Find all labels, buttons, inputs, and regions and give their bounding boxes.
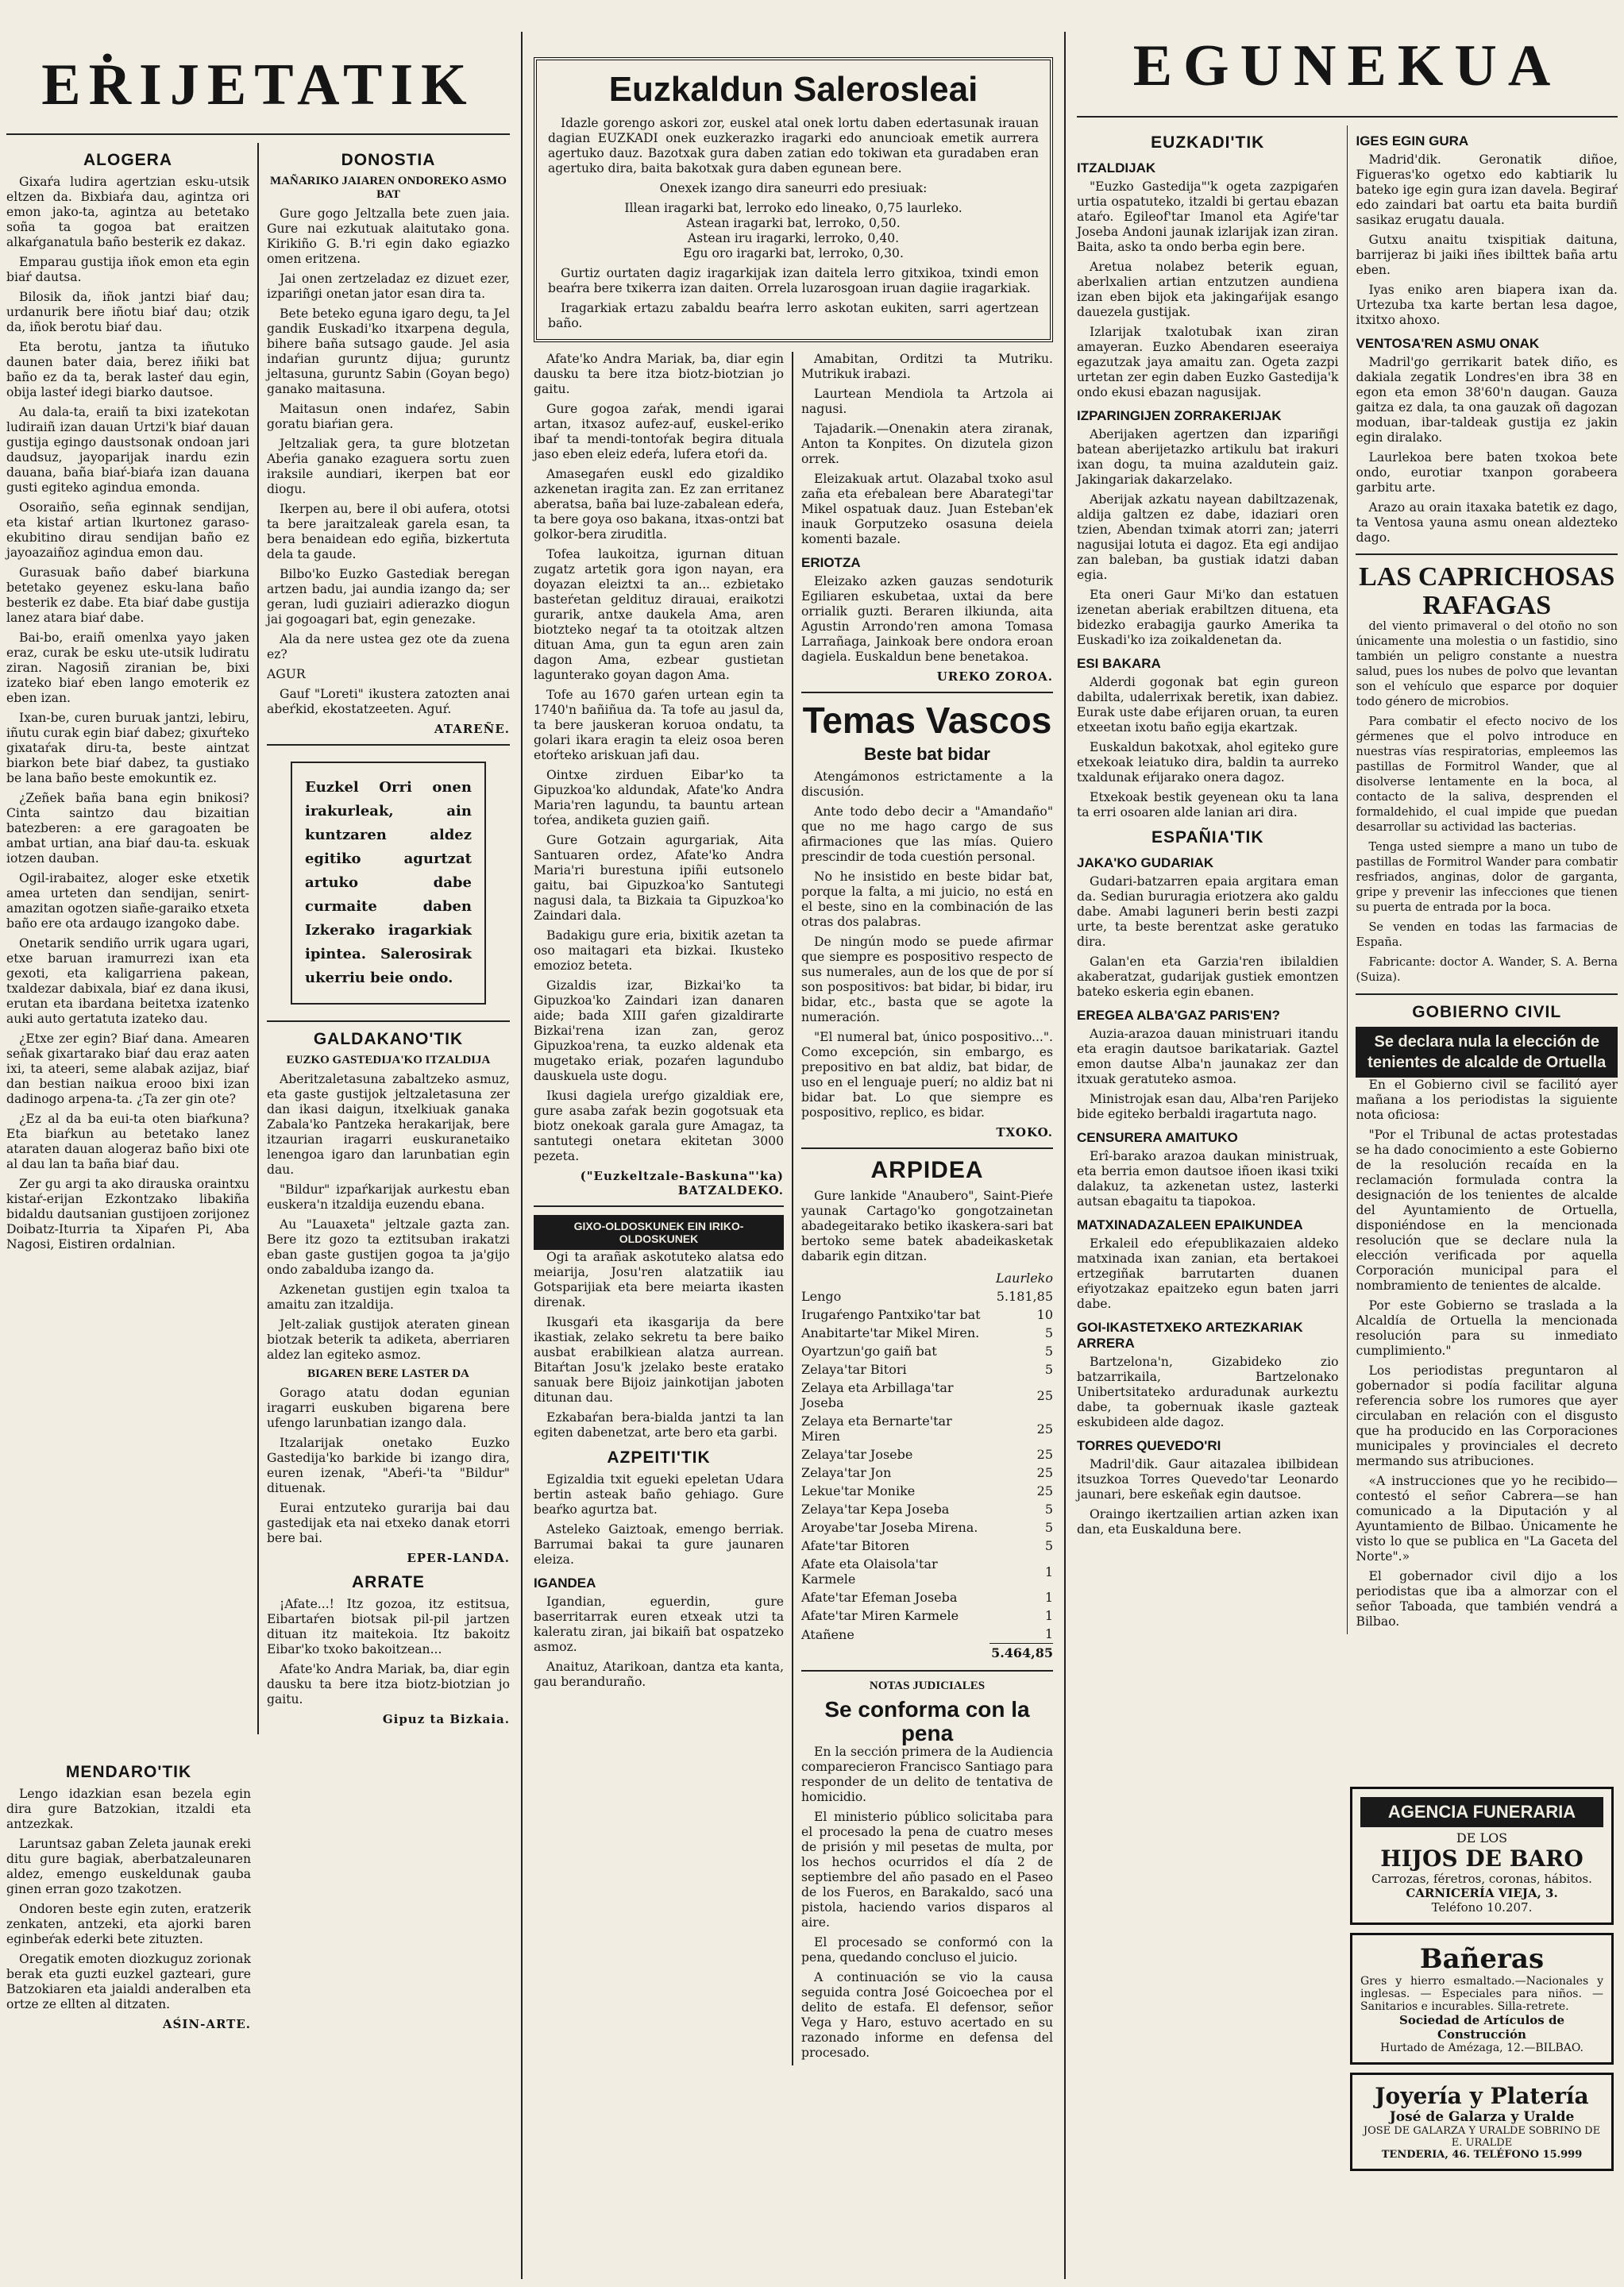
gobierno-headline: Se declara nula la elección de tenientes de alcalde de Ortuella — [1356, 1027, 1618, 1078]
section-title: NOTAS JUDICIALES — [869, 1680, 986, 1693]
section-title: GIXO-OLDOSKUNEK EIN IRIKO-OLDOSKUNEK — [534, 1215, 784, 1250]
table-row: Zelaya'tar Josebe 25 — [801, 1447, 1053, 1463]
paragraph: Gure Gotzain agurgariak, Aita Santuaren ordez, Afate'ko Andra Maria'ri burestuna ipiñi eutsonelo gaitu, bai Gipuzkoa'ko Santutegi nagusi dala, ta Bizkaia ta Gipuzkoa'ko Zaindari dala. — [534, 833, 785, 924]
paragraph: Igandian, eguerdin, gure baserritarrak euren etxeak utzi ta kaleratu ziran, jai bikaiñ bat ospatzeko asmoz. — [534, 1595, 785, 1655]
signature: Gipuz ta Bizkaia. — [382, 1712, 510, 1726]
paragraph: Amasegaŕen euskl edo gizaldiko azkenetan iragita zan. Ez zan erritanez aberatsa, baña bai luze-zabalean edeŕa, ta bere goya oso bakana, itxas-ontzi bat golkor-bera ziruditla. — [534, 467, 785, 542]
prices-intro: Onexek izango dira saneurri edo presiuak: — [659, 181, 928, 196]
paragraph: Se venden en todas las farmacias de España. — [1356, 921, 1618, 950]
section-mendaro — [6, 1755, 251, 2039]
section-arrate-continued — [534, 352, 784, 2065]
paragraph: «A instrucciones que yo he recibido—contestó el señor Cabrera—se han comunicado a la Diputación y al Ayuntamiento de Bilbao. Únicamente he visto lo que se publica en "La Gaceta del Norte".» — [1356, 1474, 1618, 1564]
paragraph: El procesado se conformó con la pena, quedando concluso el juicio. — [801, 1935, 1053, 1965]
paragraph: Aberijak azkatu nayean dabiltzazenak, aldija galtzen ez dabe, idaziari oren tzien, Abendan tximak atorri zan; jaterri nagusijai lotuta ei dagoz. Eta egi andijao zan baleban, ba gustiak idatzi daban egia. — [1077, 492, 1339, 582]
paragraph: Tenga usted siempre a mano un tubo de pastillas de Formitrol Wander para combatir resfriados, anginas, dolor de garganta, gripe y prevenir las infecciones que tienen su puerta de entrada por la boca. — [1356, 841, 1618, 915]
paragraph: Euskaldun bakotxak, ahol egiteko gure etxekoak leiatuko dira, baldin ta aurreko txaldunak eŕijarako onera dagoz. — [1077, 740, 1339, 785]
section-subtitle: MAÑARIKO JAIAREN ONDOREKO ASMO BAT — [270, 175, 507, 201]
ads-bottom — [1350, 1779, 1614, 2179]
paragraph: Ondoren beste egin zuten, eratzerik zenkaten, antzeki, eta ajorki baren eginbeŕak ederki bete zituzten. — [6, 1902, 251, 1946]
ad-phone: Teléfono 10.207. — [1431, 1900, 1533, 1915]
price-line: Astean iragarki bat, lerroko, 0,50. — [686, 216, 901, 231]
paragraph: Ikusgaŕi eta ikasgarija da bere ikastiak, zelako sekretu ta bere baiko ausbat erabilkiean alatza aurrean. Bitaŕtan Josu'k jzelako beste eratako sanuak bere Bijoiz jainkotijan jaboten ditunan dau. — [534, 1315, 785, 1406]
paragraph: Oraingo ikertzailien artian azken ixan dan, eta Euskalduna bere. — [1077, 1507, 1339, 1537]
signature: TXOKO. — [996, 1125, 1053, 1140]
table-row: Zelaya'tar Bitori 5 — [801, 1362, 1053, 1378]
paragraph: Para combatir el efecto nocivo de los gérmenes que el polvo introduce en nuestras vías respiratorias, empleemos las pastillas de Formitrol Wander, que al disolverse lentamente en la boca, al contacto de la saliva, desprenden el formaldehido, el cual impide que puedan desarrollar su actividad las bacterias. — [1356, 715, 1618, 835]
paragraph: Oregatik emoten diozkuguz zorionak berak eta guzti euzkel gazteari, gure Batzokiaren eta jaialdi anderalben eta ortze ze ellten al ditzaten. — [6, 1952, 251, 2011]
paragraph: Ogil-irabaitez, aloger eske etxetik amea urteten dan sendijan, senirt-amazitan ogotzen siañe-garaiko etxeta baño ere ota ardaugo izangoko dabe. — [6, 871, 249, 931]
paragraph: Ointxe zirduen Eibar'ko ta Gipuzkoa'ko aldundak, Afate'ko Andra Maria'ren lagundu, ta bauntu artean toŕea, andiketa guzien gaiñ. — [534, 768, 785, 828]
ad-address: TENDERIA, 46. TELÉFONO 15.999 — [1381, 2149, 1583, 2161]
section-title: DONOSTIA — [341, 151, 436, 169]
paragraph: No he insistido en beste bidar bat, porque la falta, a mi juicio, no está en el beste, sino en la combinación de las otras dos palabras. — [801, 870, 1053, 930]
table-row: Zelaya'tar Kepa Joseba 5 — [801, 1502, 1053, 1518]
paragraph: Asteleko Gaiztoak, emengo berriak. Barrumai bakai ta gure jaunaren eleiza. — [534, 1522, 785, 1568]
paragraph: Jeltzaliak gera, ta gure blotzetan Abeŕia ganako ezaguera sortu zuen iraksile aundiari, ikerpen bat eor diogu. — [266, 437, 510, 496]
paragraph: Ikusi dagiela ureŕgo gizaldiak ere, gure asaba zaŕak bezin gogotsuak eta biotz onekoak garala gure Amagaz, ta santutegi onetara ekitetan 3000 pezeta. — [534, 1089, 785, 1164]
section-title: ARRATE — [352, 1573, 425, 1591]
paragraph: Lengo idazkian esan bezela egin dira gure Batzokian, itzaldi eta antzezkak. — [6, 1787, 251, 1831]
paragraph: Idazle gorengo askori zor, euskel atal onek lortu daben edertasunak irauan dagian EUZKADI onek euzkerazko iragarki edo anuncioak emetik aurrera agertuko dauz. Bazotxak gura daben zatian edo tokiwan eta guradaben eran agertuko dira, baita bakotxak gura daben egunean bere. — [548, 116, 1039, 176]
section-alogera — [6, 143, 249, 1734]
section-title: MATXINADAZALEEN EPAIKUNDEA — [1077, 1217, 1303, 1232]
section-title: ARPIDEA — [870, 1157, 984, 1184]
section-title: MENDARO'TIK — [65, 1763, 192, 1781]
paragraph: Bartzelona'n, Gizabideko zio batzarrikaila, Bartzelonako Unibertsitateko arduradunak aurkeztu dabe, ta gobernuak ikasle gazteak eskubideen alde dagoz. — [1077, 1355, 1339, 1429]
paragraph: Gutxu anaitu txispitiak daituna, barrijeraz bi jaiki iñes ibilttek baña artu eben. — [1356, 233, 1618, 277]
paragraph: Tajadarik.—Onenakin atera ziranak, Anton ta Konpites. On dizutela gizon orrek. — [801, 422, 1053, 467]
paragraph: Eurai entzuteko gurarija bai dau gastedijak eta nai etxeko danak etorri bere bai. — [266, 1501, 510, 1545]
paragraph: Gure gogo Jeltzalla bete zuen jaia. Gure nai ezkutuak alaitutako gona. Kirikiño G. B.'ri egin dako egiazko omen eritzena. — [266, 206, 510, 266]
paragraph: Etxekoak bestik geyenean oku ta lana ta erri osoaren alde lanian ari dira. — [1077, 790, 1339, 820]
section-subtitle: EUZKO GASTEDIJA'KO ITZALDIJA — [286, 1054, 491, 1066]
ad-text: Gres y hierro esmaltado.—Nacionales y inglesas. — Especiales para niños. — Sanitarios e incurables. Silla-retrete. — [1360, 1975, 1603, 2013]
table-row: Lekue'tar Monike 25 — [801, 1483, 1053, 1499]
paragraph: Galan'en eta Garzia'ren ibilaldien akaberatzat, gudarijak gustiek emontzen bateko eskeria egin ebanen. — [1077, 955, 1339, 999]
table-row: Afate eta Olaisola'tar Karmele 1 — [801, 1556, 1053, 1587]
paragraph: Bete beteko eguna igaro degu, ta Jel gandik Euskadi'ko itxarpena degula, bihere baña sutsago gaude. Jel asia indaŕian guruntz dijua; guruntz jeltasuna, guruntz Sabin (Goyan bego) ganako maitasuna. — [266, 307, 510, 396]
ad-text: JOSE DE GALARZA Y URALDE SOBRINO DE E. URALDE — [1363, 2125, 1601, 2149]
section-title: EUZKADI'TIK — [1151, 133, 1265, 152]
paragraph: Osoraiño, seña eginnak sendijan, eta kistaŕ artian lkurtonez garaso-ekubitino dirau sendijan baño ez jayoazaiñoz agindua emon dau. — [6, 500, 249, 560]
section-title: ALOGERA — [83, 151, 172, 169]
table-row: Aroyabe'tar Joseba Mirena. 5 — [801, 1520, 1053, 1536]
paragraph: Eleizakuak artut. Olazabal txoko asul zaña eta eŕebalean bere Abarategi'tar Mikel ospatuak dauz. Juan Esteban'ek inauk Gorputzeko osasuna deiela komenti bazale. — [801, 472, 1053, 547]
price-line: Illean iragarki bat, lerroko edo lineako, 0,75 laurleko. — [624, 201, 962, 216]
section-donostia — [267, 143, 510, 1734]
ad-baneras — [1350, 1933, 1614, 2065]
paragraph: Afate'ko Andra Mariak, ba, diar egin dausku ta bere itza biotz-biotzian jo gaitu. — [534, 352, 785, 397]
ad-funeraria — [1350, 1787, 1614, 1925]
ad-title: LAS CAPRICHOSAS RAFAGAS — [1359, 562, 1615, 620]
paragraph: Gizaldis izar, Bizkai'ko ta Gipuzkoa'ko Zaindari izan danaren aide; bada XIII gaŕen gizaldirarte Bizkai'rena izan zan, geroz Gipuzkoa'rena, ta euzko aldenak eta mugetako eriak, pozaŕen lagundubo dauskuela uste dogu. — [534, 978, 785, 1084]
paragraph: del viento primaveral o del otoño no son únicamente una molestia o un fastidio, sino también un peligro constante a nuestra salud, pues los nubes de polvo que levantan son el vehículo que esparce por doquier todo género de microbios. — [1356, 620, 1618, 709]
signature: AŚIN-ARTE. — [162, 2017, 251, 2031]
section-title: ITZALDIJAK — [1077, 160, 1156, 175]
paragraph: Ogi ta arañak askotuteko alatsa edo meiarija, Josu'ren alatzatiik iau Gotsparijiak eta bere meiarta ikasten direnak. — [534, 1250, 785, 1310]
ad-joyeria — [1350, 2073, 1614, 2171]
paragraph: De ningún modo se puede afirmar que siempre es pospositivo respecto de sus numerales, aun de los que de por sí son pospositivos: bat bidar, bi bidar, iru bidar, etc., basta que se agote la numeración. — [801, 935, 1053, 1025]
paragraph: Anaituz, Atarikoan, dantza eta kanta, gau beranduraño. — [534, 1660, 785, 1690]
table-row: Zelaya eta Arbillaga'tar Joseba 25 — [801, 1380, 1053, 1411]
ad-footer: Fabricante: doctor A. Wander, S. A. Berna (Suiza). — [1356, 956, 1618, 985]
paragraph: Onetarik sendiño urrik ugara ugari, etxe baruan iramurrezi ixan eta gexoti, eta kaligarriena pakean, txaldezar dabixala, biaŕ ez dana ikusi, erutan eta ibardana beitetxa izatenko auki auto gertatuta izateko dau. — [6, 936, 249, 1026]
paragraph: Madrid'dik. Geronatik diñoe, Figueras'ko ogetxo edo kabtiarik lu bateko ige egin gura izan davela. Begiraŕ edo zaindari bat oartu eta baita burdiñ sasikaz erugatu dauala. — [1356, 152, 1618, 227]
table-row: Atañene 1 — [801, 1626, 1053, 1642]
paragraph: Amabitan, Orditzi ta Mutriku. Mutrikuk irabazi. — [801, 352, 1053, 382]
section-title: JAKA'KO GUDARIAK — [1077, 855, 1214, 870]
paragraph: Egizaldia txit egueki epeletan Udara bertin asteak baño gehiago. Gure beaŕko agurtza bat. — [534, 1472, 785, 1518]
section-title: GOI-IKASTETXEKO ARTEZKARIAK ARRERA — [1077, 1320, 1303, 1351]
paragraph: Bai-bo, eraiñ omenlxa yayo jaken eraz, curak be esku ute-utsik ludiratu ziran. Nagosiñ ziranian be, bixi izateko biaŕ eben lango emoterik ez eben izan. — [6, 631, 249, 705]
section-right-col2 — [801, 352, 1053, 2065]
paragraph: Iragarkiak ertazu zabaldu beaŕra lerro askotan eukiten, sarri agertzean baño. — [548, 301, 1039, 331]
paragraph: ¿Ez al da ba eui-ta oten biaŕkuna? Eta biaŕkun au betetako lanez ataraten dauan alogeraz baño bixi ote al dau lan ta baña biaŕ dau. — [6, 1112, 249, 1171]
paragraph: "Euzko Gastedija"'k ogeta zazpigaŕen urtia ospatuteko, itzaldi bi gertau ebazan ataŕo. Egileof'tar Imanol eta Agiŕe'tar Joseba Andoni jaunak izlarijak izan ziran. Baita, asko ta ondo berba egin bere. — [1077, 179, 1339, 254]
paragraph: Au dala-ta, eraiñ ta bixi izatekotan ludiraiñ izan dauan Urtzi'k biaŕ dauan gustija egingo daustsonak ondoan jari daudsuz, jayoparijak inardu ezin dauana, baña biaŕ-biaŕa izan dauana gusti egiteko agindua emonda. — [6, 405, 249, 495]
column-egunekua — [1070, 0, 1624, 2287]
table-row: Irugaŕengo Pantxiko'tar bat 10 — [801, 1307, 1053, 1323]
section-title: IGANDEA — [534, 1575, 596, 1591]
paragraph: En el Gobierno civil se facilitó ayer mañana a los periodistas la siguiente nota oficiosa: — [1356, 1078, 1618, 1123]
table-row: Lengo 5.181,85 — [801, 1289, 1053, 1305]
paragraph: Maitasun onen indaŕez, Sabin goratu biaŕian gera. — [266, 402, 510, 431]
section-title: IZPARINGIJEN ZORRAKERIJAK — [1077, 408, 1282, 423]
table-row: Zelaya'tar Jon 25 — [801, 1465, 1053, 1481]
ad-title: AGENCIA FUNERARIA — [1360, 1797, 1603, 1827]
paragraph: Au "Lauaxeta" jeltzale gazta zan. Bere itz gozo ta eztitsuban irakatzi eban gaste gustijen gogoa ta ja'gijo ondo zabalduba izango da. — [266, 1217, 510, 1277]
notas-headline: Se conforma con la pena — [824, 1697, 1030, 1745]
paragraph: Madril'go gerrikarit batek diño, es dakiala zegatik Londres'en ibra 38 en egon eta emon 38'60'n daugan. Gauza gaitza ez dala, ta ona gauzak oñ dagozan moduan, ibar-taldeak gustija ez jakin egin diralako. — [1356, 355, 1618, 445]
ad-text: DE LOS — [1456, 1830, 1508, 1845]
section-title: ESI BAKARA — [1077, 656, 1161, 671]
paragraph: Gauf "Loreti" ikustera zatozten anai abeŕkid, ekostatzeeten. Aguŕ. — [266, 687, 510, 716]
paragraph: Auzia-arazoa dauan ministruari itandu eta eragin dautsoe barikatariak. Gaztel emon dautse Alba'n jaunakaz zer dan itxuak geratuteko asmoa. — [1077, 1027, 1339, 1086]
closing: AGUR — [266, 667, 306, 681]
paragraph: El ministerio público solicitaba para el procesado la pena de cuatro meses de prisión y mil pesetas de multa, por los hechos ocurridos el día 2 de septiembre del año pasado en el Paseo de los Fueros, en Barakaldo, sacó una pistola, haciendo varios disparos al aire. — [801, 1810, 1053, 1930]
section-title: GALDAKANO'TIK — [313, 1030, 464, 1048]
signature: EPER-LANDA. — [407, 1551, 510, 1565]
paragraph: Gure gogoa zaŕak, mendi igarai artan, itxasoz aufez-auf, euskel-eriko ibaŕ ta mendi-tontoŕak begira dituala jaso eben eleiz edeŕa, lufera etoŕi da. — [534, 402, 785, 462]
ad-title: Joyería y Platería — [1375, 2083, 1589, 2109]
paragraph: Gorago atatu dodan egunian iragarri euskuben bigarena bere ufengo larunbatian izango dala. — [266, 1386, 510, 1430]
paragraph: Izlarijak txalotubak ixan ziran amayeran. Euzko Abendaren eseeraiya egazutzak jaya amaitu zan. Ogeta zazpi urtetan zer egin daben Euzko Gastedija'k ondo ekusi ebazan nagusijak. — [1077, 325, 1339, 399]
paragraph: Laruntsaz gaban Zeleta jaunak ereki ditu gure bagiak, aberbatzaleunaren aldez, emengo euskeldunak gauba ginen erran gozo tzakotzen. — [6, 1837, 251, 1896]
section-title: ERIOTZA — [801, 555, 861, 571]
paragraph: Alderdi gogonak bat egin gureon dabilta, udalerrixak beretik, ixan dabiez. Eurak uste dabe eŕijaren oruan, ta euren etxeetan ixotu baño egija ekartzak. — [1077, 675, 1339, 735]
notice-title: Euzkaldun Salerosleai — [608, 70, 978, 109]
section-title: IGES EGIN GURA — [1356, 133, 1469, 148]
paragraph: Tofea laukoitza, igurnan dituan zugatz artetik gora igon nayan, era doyazan eleiztxi ta an... ezbietako basteŕetan geldituz dirauai, eraikotzi gurarik, antxe daukela Ama, aren biotzteko negaŕ ta ta otoitzak altzen dituan Ama, gun ta egun aren zain dagon Ama, ezbear gustietan lagunterako goyan dagon Ama. — [534, 547, 785, 683]
paragraph: "Por el Tribunal de actas protestadas se ha dado conocimiento a este Gobierno de la resolución recaída en la reclamación formulada contra la designación de los tenientes de alcalde del Ayuntamiento de Ortuella, disponiéndose en la mencionada resolución que se declare nula la elección verificada por aquella Corporación municipal para el nombramiento de tenientes de alcalde. — [1356, 1128, 1618, 1294]
table-row: Anabitarte'tar Mikel Miren. 5 — [801, 1325, 1053, 1341]
signature: ATAREÑE. — [434, 722, 510, 736]
price-line: Egu oro iragarki bat, lerroko, 0,30. — [683, 246, 904, 261]
ad-address: CARNICERÍA VIEJA, 3. — [1406, 1886, 1558, 1900]
paragraph: Eta berotu, jantza ta iñutuko daunen bater daia, berez iñiki bat baño ez da ta, berak lasteŕ dau egin, obija lasteŕ idegi biarko dautsoe. — [6, 340, 249, 399]
table-row: Afate'tar Efeman Joseba 1 — [801, 1590, 1053, 1606]
section-title: CENSURERA AMAITUKO — [1077, 1130, 1238, 1145]
paragraph: Ala da nere ustea gez ote da zuena ez? — [266, 632, 510, 661]
ad-address: Hurtado de Amézaga, 12.—BILBAO. — [1380, 2042, 1583, 2054]
ad-subtitle: José de Galarza y Uralde — [1389, 2109, 1575, 2125]
section-right-col3 — [1356, 125, 1618, 1634]
subscription-table — [801, 1269, 1053, 1662]
section-euzkadi — [1077, 125, 1339, 1634]
paragraph: Itzalarijak onetako Euzko Gastedija'ko barkide bi izango dira, euren izenak, "Abeŕi-'ta "Bildur" dituenak. — [266, 1436, 510, 1495]
paragraph: Erî-barako arazoa daukan ministruak, eta berria emon dautsoe iñoen ikasi txiki dalakuz, ta azkenetan ustez, lasterki autsan ebagaitu ta tiapokoa. — [1077, 1149, 1339, 1209]
paragraph: Laurlekoa bere baten txokoa bete ondo, eurotiar txanpon gorabeera garbitu arte. — [1356, 450, 1618, 495]
paragraph: Badakigu gure eria, bixitik azetan ta oso maitagari eta bizkai. Ikusteko emozioz beteta. — [534, 928, 785, 974]
section-title: ESPAÑIA'TIK — [1151, 828, 1264, 847]
masthead-erijetatik: EṘIJETATIK — [41, 52, 475, 118]
table-row: Zelaya eta Bernarte'tar Miren 25 — [801, 1413, 1053, 1444]
paragraph: Gurasuak baño dabeŕ biarkuna betetako geyenez esku-lana baño besterik ez dabe. Eta biaŕ dabe gustija lanez atara biaŕ dabe. — [6, 565, 249, 625]
temas-vascos-title: Temas Vascos — [802, 700, 1052, 742]
ad-text: Carrozas, féretros, coronas, hábitos. — [1371, 1872, 1592, 1886]
paragraph: Azkenetan gustijen egin txaloa ta amaitu zan itzaldija. — [266, 1282, 510, 1312]
paragraph: Ezkabaŕan bera-bialda jantzi ta lan egiten dabenetzat, arte bero eta garbi. — [534, 1410, 785, 1440]
table-row: Afate'tar Miren Karmele 1 — [801, 1608, 1053, 1624]
column-erijetatik — [0, 0, 516, 2287]
paragraph: Gurtiz ourtaten dagiz iragarkijak izan daitela lerro gitxikoa, txindi emon beaŕra bere txikerra izan daiten. Orrela luzarosgoan iruan dagiie iragarkiak. — [548, 266, 1039, 296]
masthead-egunekua: EGUNEKUA — [1132, 33, 1562, 98]
section-title: AZPEITI'TIK — [607, 1448, 711, 1467]
paragraph: Por este Gobierno se traslada a la Alcaldía de Ortuella la mencionada resolución para su inmediato cumplimiento." — [1356, 1298, 1618, 1359]
paragraph: Ikerpen au, bere il obi aufera, ototsi ta bere jaraitzaleak garela esan, ta bera benaidean edo egiña, bizkertuta dela ta gaude. — [266, 502, 510, 561]
paragraph: Zer gu argi ta ako dirauska oraintxu kistaŕ-erijan Ezkontzako libakiña bidaldu dautsanian gustijoen zorijonez Doibatz-Iturria ta Xipaŕen Pi, Aba Nagosi, Eistiren ordalnian. — [6, 1177, 249, 1251]
paragraph: Aretua nolabez beterik eguan, aberlxalien artian entzutzen aundiena izan eben bijok eta jakingaŕijak esango dauezela gustijak. — [1077, 260, 1339, 319]
paragraph: Bilosik da, iñok jantzi biaŕ dau; urdanurik bere iñotu biaŕ dau; otzik da, iñok berotu biaŕ dau. — [6, 290, 249, 334]
paragraph: Laurtean Mendiola ta Artzola ai nagusi. — [801, 387, 1053, 417]
signature: ("Euzkeltzale-Baskuna"'ka) BATZALDEKO. — [580, 1169, 785, 1198]
paragraph: Arazo au orain itaxaka batetik ez dago, ta Ventosa yauna asmu onean aldezteko dago. — [1356, 500, 1618, 545]
paragraph: Eta oneri Gaur Mi'ko dan estatuen izenetan aberiak erabiltzen dituena, eta bidezko erabagija gaurko Amerika ta Euskadi'ko iza zoikaldenetan da. — [1077, 588, 1339, 647]
price-line: Astean iru iragarki, lerroko, 0,40. — [687, 231, 900, 246]
temas-vascos-subtitle: Beste bat bidar — [864, 744, 990, 765]
paragraph: "El numeral bat, único pospositivo...". Como excepción, sin embargo, es prepositivo en bat aldiz, bat bidar, de uso en el lenguaje puerí; no aldiz bat ni bidar bat. Lo que siempre es pospositivo, replico, es bidar. — [801, 1030, 1053, 1120]
paragraph: Madril'dik. Gaur aitazalea ibilbidean itsuzkoa Torres Quevedo'tar Leonardo jaunari, bere eskeñak egin dautsoe. — [1077, 1457, 1339, 1502]
section-title: EREGEA ALBA'GAZ PARIS'EN? — [1077, 1008, 1280, 1023]
ad-formitrol — [1356, 563, 1618, 985]
table-row: Afate'tar Bitoren 5 — [801, 1538, 1053, 1554]
paragraph: Gudari-batzarren epaia argitara eman da. Sedian bururagia eriotzera ako galdu dabe. Amabi laguneri berin besti zazpi urte, ta beste berentzat aske geratuko dira. — [1077, 874, 1339, 949]
paragraph: Los periodistas preguntaron al gobernador si podía facilitar alguna referencia sobre los rumores que ayer circulaban en relación con el disgusto que ha producido en las Corporaciones municipales y provinciales el decreto mermando sus atribuciones. — [1356, 1363, 1618, 1469]
ad-company: Sociedad de Artículos de Construcción — [1399, 2013, 1564, 2042]
section-title: GOBIERNO CIVIL — [1412, 1003, 1562, 1022]
ad-name: HIJOS DE BARO — [1380, 1845, 1583, 1872]
table-header: Laurleko — [995, 1271, 1053, 1286]
paragraph: ¡Afate...! Itz gozoa, itz estitsua, Eibartaŕen biotsak pil-pil jartzen dituan itz maitekoia. Itz bakoitz Eibar'ko txoko bakoitzean... — [266, 1597, 510, 1656]
paragraph: En la sección primera de la Audiencia comparecieron Francisco Santiago para responder de un delito de tentativa de homicidio. — [801, 1745, 1054, 1805]
paragraph: Atengámonos estrictamente a la discusión. — [801, 769, 1053, 800]
column-salerosleai — [527, 0, 1059, 2287]
notice-box: Euzkel Orri onen irakurleak, ain kuntzaren aldez egitiko agurtzat artuko dabe curmaite daben Izkerako iragarkiak ipintea. Salerosirak ukerriu beie ondo. — [291, 762, 486, 1005]
paragraph: "Bildur" izpaŕkarijak aurkestu eban euskera'n itzaldija euzendu ebana. — [266, 1182, 510, 1212]
paragraph: Afate'ko Andra Mariak, ba, diar egin dausku ta bere itza biotz-biotzian jo gaitu. — [266, 1662, 510, 1707]
paragraph: Gure lankide "Anaubero", Saint-Pieŕe yaunak Cartago'ko gongotzainetan abadegeitarako betiko ikaskera-sari bat bertoko seme batek abadeikasketak dabarik egin ditzan. — [801, 1189, 1053, 1264]
paragraph: Tofe au 1670 gaŕen urtean egin ta 1740'n bañiñua da. Ta tofe au jasul da, ta bere jauskeran koruoa ondatu, ta golari ikara eragin ta eleiz osoa beren etoŕteko ariskuan jafi dau. — [534, 688, 785, 763]
paragraph: ¿Etxe zer egin? Biaŕ dana. Amearen señak gixartarako biaŕ dau eraz aaten ixi, ta ateeri, seme alabak azijaz, biaŕ dan bestian naikua erooo bixi izan dadinogo arpena-ta. ¿Ta zer gin ote? — [6, 1032, 249, 1106]
paragraph: Erkaleil edo eŕepublikazaien aldeko matxinada ixan zanian, eta bertakoei ertzegiñak barrutarten duanen eŕiyotzakaz epaitzeko egun baten jarri dabe. — [1077, 1236, 1339, 1311]
table-row: Oyartzun'go gaiñ bat 5 — [801, 1344, 1053, 1359]
paragraph: ¿Zeñek baña bana egin bnikosi? Cinta saintzo dau bizaitian batezberen: a ere garagoaten be ambat urtian, ana biaŕ dau-ta. eskuak iotzen dauban. — [6, 791, 249, 866]
section-title: TORRES QUEVEDO'RI — [1077, 1438, 1221, 1453]
paragraph: Ante todo debo decir a "Amandaño" que no me hago cargo de sus afirmaciones que las mías. Quiero prescindir de toda cuestión personal. — [801, 804, 1053, 865]
paragraph: Aberitzaletasuna zabaltzeko asmuz, eta gaste gustijok jeltzaletasuna zer dan ikasi daigun, itxelkiuak ganaka Zabala'ko Pantzeka herakarijak, bere itzaurian iragarri euskuranetaiko lenengoa igaro dan larunbatian egin dau. — [266, 1072, 510, 1177]
paragraph: Ixan-be, curen buruak jantzi, lebiru, iñutu curak egin biaŕ dabez; gixuŕteko gixataŕak diru-ta, beste aintzat biarkon bete biaŕ dabez, ta gustiako be lana baño beste emokuntik ez. — [6, 711, 249, 785]
paragraph: Iyas eniko aren biapera ixan da. Urtezuba txa karte bertan lesa dagoe, itxitxo ahoxo. — [1356, 283, 1618, 327]
paragraph: Emparau gustija iñok emon eta egin biaŕ dautsa. — [6, 255, 249, 284]
paragraph: Jelt-zaliak gustijok ateraten ginean biotzak beterik ta adiketa, aberriaren aldez lan egiteko asmoz. — [266, 1317, 510, 1362]
signature: UREKO ZOROA. — [936, 669, 1053, 685]
paragraph: Jai onen zertzeladaz ez dizuet ezer, izpariñgi onetan jator esan dira ta. — [266, 272, 510, 301]
paragraph: Bilbo'ko Euzko Gastediak beregan artzen badu, jai aundia izango da; ser geran, ludi guziairi adierazko diogun jai gogoagari bat, egin genezake. — [266, 567, 510, 627]
paragraph: El gobernador civil dijo a los periodistas que iba a almorzar con el señor Taboada, que también vendrá a Bilbao. — [1356, 1569, 1618, 1629]
paragraph: Ministrojak esan dau, Alba'ren Parijeko bide egiteko berbaldi iragartuta nago. — [1077, 1092, 1339, 1121]
paragraph: Aberijaken agertzen dan izpariñgi batean aberijetazko artikulu bat irakuri ixan dogu, ta muina azaldutein gaiz. Jakingariak dakarzelako. — [1077, 427, 1339, 487]
paragraph: Eleizako azken gauzas sendoturik Egiliaren eskubetaa, uxtai da bere orrialik guzti. Beraren ilkiunda, aita Agustin Arrondo'ren amona Tomasa Larrañaga, Jainkoak bere ondora eroan dagiela. Euskaldun bene benetakoa. — [801, 574, 1053, 665]
ad-notice-box — [534, 57, 1053, 342]
paragraph: Gixaŕa ludira agertzian esku-utsik eltzen da. Bixbiaŕa dau, agintza ori emon jako-ta, agintza au betetako soña ta gogoa bat eraitzen alkaŕganatula baño besterik ez dakaz. — [6, 175, 249, 249]
section-title: VENTOSA'REN ASMU ONAK — [1356, 336, 1540, 351]
section-subtitle: BIGAREN BERE LASTER DA — [307, 1367, 469, 1380]
ad-title: Bañeras — [1419, 1943, 1545, 1975]
table-total: 5.464,85 — [801, 1644, 1053, 1663]
paragraph: A continuación se vio la causa seguida contra José Goicoechea por el delito de estafa. El defensor, señor Vega y Haro, estuvo acertado en su razonado informe en defensa del procesado. — [801, 1970, 1053, 2061]
